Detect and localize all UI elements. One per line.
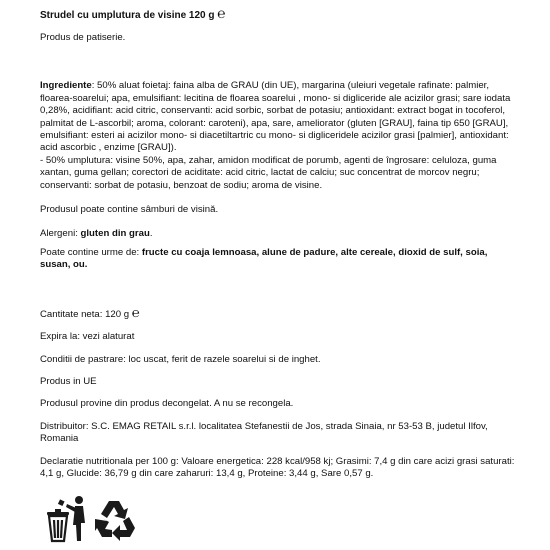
allergens-end: . xyxy=(149,228,153,240)
distributor-line: Distribuitor: S.C. EMAG RETAIL s.r.l. localitatea Stefanestii de Jos, strada Sinaia, nr 53-53 B, judetul Ilfov, Romania xyxy=(40,420,488,445)
ingredients-paragraph xyxy=(40,80,520,154)
disposal-icons xyxy=(45,495,141,543)
recycle-icon xyxy=(93,497,141,543)
storage-line: Conditii de pastrare: loc uscat, ferit de razele soarelui si de inghet. xyxy=(40,353,321,365)
nutrition-line: Declaratie nutritionala per 100 g: Valoare energetica: 228 kcal/958 kj; Grasimi: 7,4 g din care acizi grasi saturati: 4,1 g, Glucide: 36,79 g din care zaharuri: 13,4 g, Proteine: 3,44 g, Sare 0,57 g. xyxy=(40,455,515,479)
product-subtitle: Produs de patiserie. xyxy=(40,32,126,43)
net-quantity-label: Cantitate neta: 120 g xyxy=(40,308,130,320)
estimated-sign-icon-2: ℮ xyxy=(131,304,140,320)
estimated-sign-icon: ℮ xyxy=(217,5,226,21)
ingredients-label: Ingrediente xyxy=(40,80,92,92)
origin-line: Produs in UE xyxy=(40,375,97,387)
tidyman-icon xyxy=(45,495,89,543)
product-title xyxy=(40,5,520,22)
stones-warning: Produsul poate contine sâmburi de visină. xyxy=(40,204,219,216)
ingredients-part1: : 50% aluat foietaj: faina alba de GRAU (din UE), margarina (uleiuri vegetale rafinate: palmier, floarea-soarelui; apa, emulsifiant: lecitina de floarea soarelui , mono- si digliceride ale acizilor grasi; sare iodata 0,28%, acidifiant: acid citric, conservanti: acid sorbic, sorbat de potasiu; antioxidant: extract bogat in tocoferol, palmitat de L-ascorbil; aroma, colorant: caroteni), apa, sare, ameliorator (gluten [GRAU], faina tip 650 [GRAU], emulsifiant: esteri ai acizilor mono- si diacetiltartric cu mono- si digliceridele acizilor grasi [palmier], antioxidant: acid ascorbic , enzime [GRAU]). xyxy=(40,80,511,154)
traces-value: fructe cu coaja lemnoasa, alune de padure, alte cereale, dioxid de sulf, soia, susan, ou. xyxy=(40,246,488,271)
traces-label: Poate contine urme de: xyxy=(40,246,142,258)
allergens-line xyxy=(40,228,520,240)
ingredients-section xyxy=(40,80,520,192)
allergens-label: Alergeni: xyxy=(40,228,81,240)
traces-line xyxy=(40,247,520,272)
product-label xyxy=(40,5,520,480)
product-name: Strudel cu umplutura de visine 120 g xyxy=(40,10,215,21)
allergens-value: gluten din grau xyxy=(80,228,150,240)
ingredients-part2: - 50% umplutura: visine 50%, apa, zahar, amidon modificat de porumb, agenti de îngrosare: celuloza, guma xantan, guma gellan; corectori de aciditate: acid citric, lactat de calciu; suc concentrat de morcov negru; conservanti: sorbat de potasiu, benzoat de sodiu; aroma de visine. xyxy=(40,154,497,191)
expiry-line: Expira la: vezi alaturat xyxy=(40,331,135,343)
net-quantity xyxy=(40,304,520,321)
defrosted-line: Produsul provine din produs decongelat. A nu se recongela. xyxy=(40,398,294,410)
